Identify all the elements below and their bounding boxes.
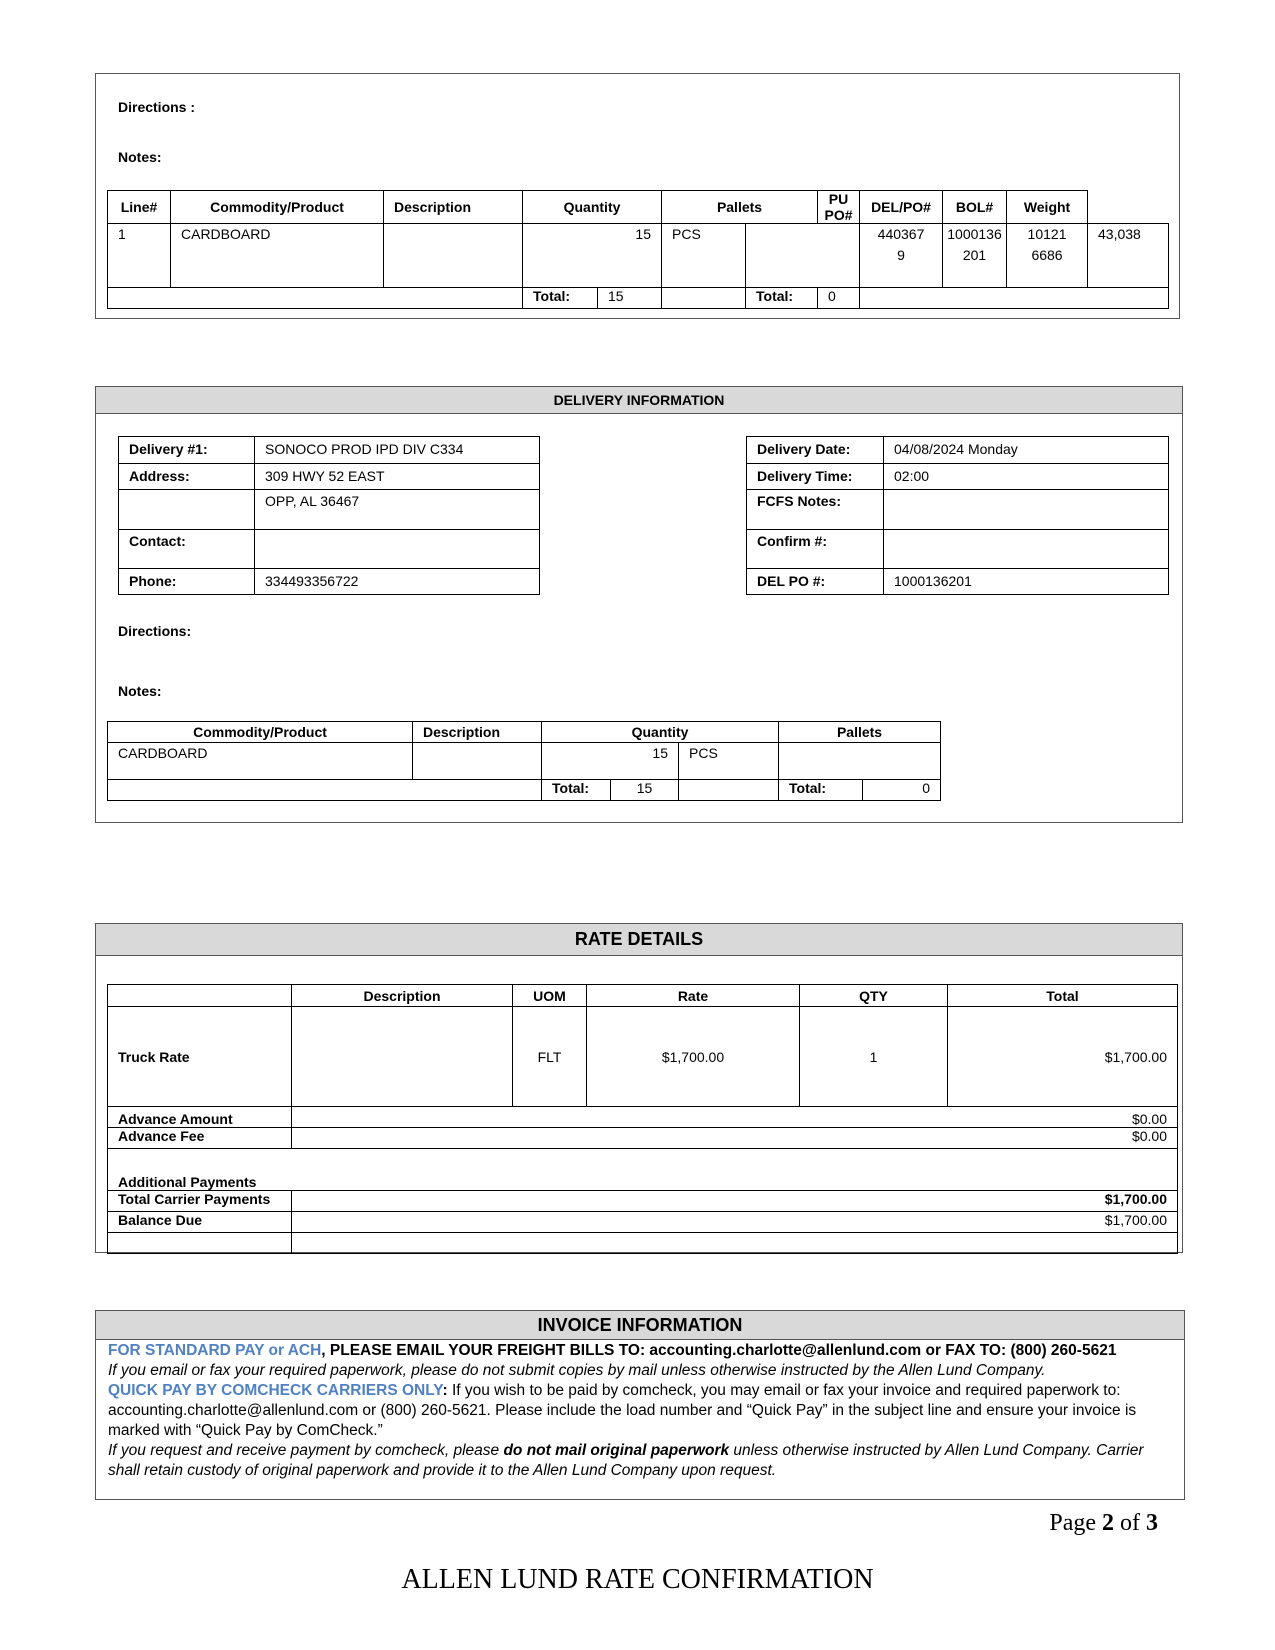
del-po-value: 1000136201 [884, 569, 1169, 595]
col-pallets: Pallets [662, 191, 818, 224]
address-line2: OPP, AL 36467 [255, 490, 540, 530]
truck-rate-label: Truck Rate [108, 1007, 292, 1107]
rate-table [107, 984, 1178, 1254]
advance-fee: $0.00 [292, 1128, 1178, 1149]
cell-pu-po: 440367 9 [860, 224, 943, 288]
page-number: Page 2 of 3 [1049, 1510, 1158, 1536]
contact-label: Contact: [119, 530, 255, 569]
delivery-commodity-table [107, 721, 941, 801]
cell-pallets [746, 224, 860, 288]
col-weight: Weight [1007, 191, 1088, 224]
del-col-quantity: Quantity [542, 722, 779, 743]
delivery-section [95, 386, 1183, 823]
del-cell-description [413, 743, 542, 780]
confirm-label: Confirm #: [747, 530, 884, 569]
standard-pay-paragraph: FOR STANDARD PAY or ACH, PLEASE EMAIL YOUR FREIGHT BILLS TO: accounting.charlotte@allenlund.com or FAX TO: (800) 260-5621 [108, 1342, 1117, 1359]
truck-rate-total: $1,700.00 [948, 1007, 1178, 1107]
rate-title: RATE DETAILS [96, 924, 1182, 956]
invoice-section [95, 1310, 1185, 1500]
qty-total-label: Total: [523, 288, 598, 309]
del-col-commodity: Commodity/Product [108, 722, 413, 743]
truck-rate-description [292, 1007, 513, 1107]
balance-due: $1,700.00 [292, 1212, 1178, 1233]
delivery-date-label: Delivery Date: [747, 437, 884, 464]
advance-amount: $0.00 [292, 1107, 1178, 1128]
delivery-left-table [118, 436, 540, 595]
cell-qty-unit: PCS [662, 224, 746, 288]
del-col-description: Description [413, 722, 542, 743]
col-description: Description [384, 191, 523, 224]
truck-rate-qty: 1 [800, 1007, 948, 1107]
truck-rate-rate: $1,700.00 [587, 1007, 800, 1107]
delivery-time-label: Delivery Time: [747, 464, 884, 490]
comcheck-note: If you request and receive payment by comcheck, please do not mail original paperwork unless otherwise instructed by Allen Lund Company. Carrier shall retain custody of original paperwork and provide it to the Allen Lund Company upon request. [108, 1442, 1144, 1479]
advance-fee-label: Advance Fee [108, 1128, 292, 1149]
rate-col-qty: QTY [800, 985, 948, 1007]
directions-label: Directions : [118, 99, 196, 115]
cell-del-po: 1000136 201 [943, 224, 1007, 288]
cell-bol: 10121 6686 [1007, 224, 1088, 288]
cell-line: 1 [108, 224, 171, 288]
col-line: Line# [108, 191, 171, 224]
del-pallet-total-label: Total: [779, 780, 863, 801]
del-cell-pallets [779, 743, 941, 780]
delivery-name: SONOCO PROD IPD DIV C334 [255, 437, 540, 464]
delivery-date: 04/08/2024 Monday [884, 437, 1169, 464]
total-carrier-label: Total Carrier Payments [108, 1191, 292, 1212]
pallet-total: 0 [818, 288, 860, 309]
additional-payments-label: Additional Payments [108, 1149, 1178, 1191]
delivery-title: DELIVERY INFORMATION [96, 387, 1182, 414]
rate-col-total: Total [948, 985, 1178, 1007]
contact-value [255, 530, 540, 569]
address-line1: 309 HWY 52 EAST [255, 464, 540, 490]
rate-col-description: Description [292, 985, 513, 1007]
pallet-total-label: Total: [746, 288, 818, 309]
invoice-body [108, 1341, 1172, 1481]
cell-commodity: CARDBOARD [171, 224, 384, 288]
pickup-detail-section [95, 73, 1180, 319]
quick-pay-paragraph: QUICK PAY BY COMCHECK CARRIERS ONLY: If you wish to be paid by comcheck, you may email or fax your invoice and required paperwork to: accounting.charlotte@allenlund.com or (800) 260-5621. Please include the load number and “Quick Pay” in the subject line and ensure your invoice is marked with “Quick Pay by ComCheck.” [108, 1382, 1137, 1439]
cell-weight: 43,038 [1088, 224, 1169, 288]
invoice-title: INVOICE INFORMATION [96, 1311, 1184, 1340]
delivery-right-table [746, 436, 1169, 595]
del-qty-total-label: Total: [542, 780, 611, 801]
notes-label: Notes: [118, 149, 162, 165]
col-quantity: Quantity [523, 191, 662, 224]
total-carrier-payments: $1,700.00 [292, 1191, 1178, 1212]
col-commodity: Commodity/Product [171, 191, 384, 224]
del-cell-qty: 15 [542, 743, 679, 780]
del-col-pallets: Pallets [779, 722, 941, 743]
del-cell-qty-unit: PCS [679, 743, 779, 780]
fcfs-notes-label: FCFS Notes: [747, 490, 884, 530]
rate-col-rate: Rate [587, 985, 800, 1007]
fcfs-notes [884, 490, 1169, 530]
confirm-value [884, 530, 1169, 569]
del-qty-total: 15 [611, 780, 679, 801]
delivery-number-label: Delivery #1: [119, 437, 255, 464]
address-label: Address: [119, 464, 255, 490]
balance-due-label: Balance Due [108, 1212, 292, 1233]
col-del-po: DEL/PO# [860, 191, 943, 224]
del-cell-commodity: CARDBOARD [108, 743, 413, 780]
rate-col-uom: UOM [513, 985, 587, 1007]
col-bol: BOL# [943, 191, 1007, 224]
qty-total: 15 [598, 288, 662, 309]
cell-qty: 15 [523, 224, 662, 288]
rate-section [95, 923, 1183, 1253]
delivery-directions-label: Directions: [118, 623, 192, 639]
phone-value: 334493356722 [255, 569, 540, 595]
advance-amount-label: Advance Amount [108, 1107, 292, 1128]
delivery-time: 02:00 [884, 464, 1169, 490]
pickup-commodity-table [107, 190, 1169, 309]
delivery-notes-label: Notes: [118, 683, 162, 699]
cell-description [384, 224, 523, 288]
paperwork-note: If you email or fax your required paperwork, please do not submit copies by mail unless otherwise instructed by the Allen Lund Company. [108, 1362, 1046, 1379]
document-title: ALLEN LUND RATE CONFIRMATION [401, 1564, 874, 1595]
phone-label: Phone: [119, 569, 255, 595]
col-pu-po: PU PO# [818, 191, 860, 224]
truck-rate-uom: FLT [513, 1007, 587, 1107]
del-po-label: DEL PO #: [747, 569, 884, 595]
del-pallet-total: 0 [863, 780, 941, 801]
